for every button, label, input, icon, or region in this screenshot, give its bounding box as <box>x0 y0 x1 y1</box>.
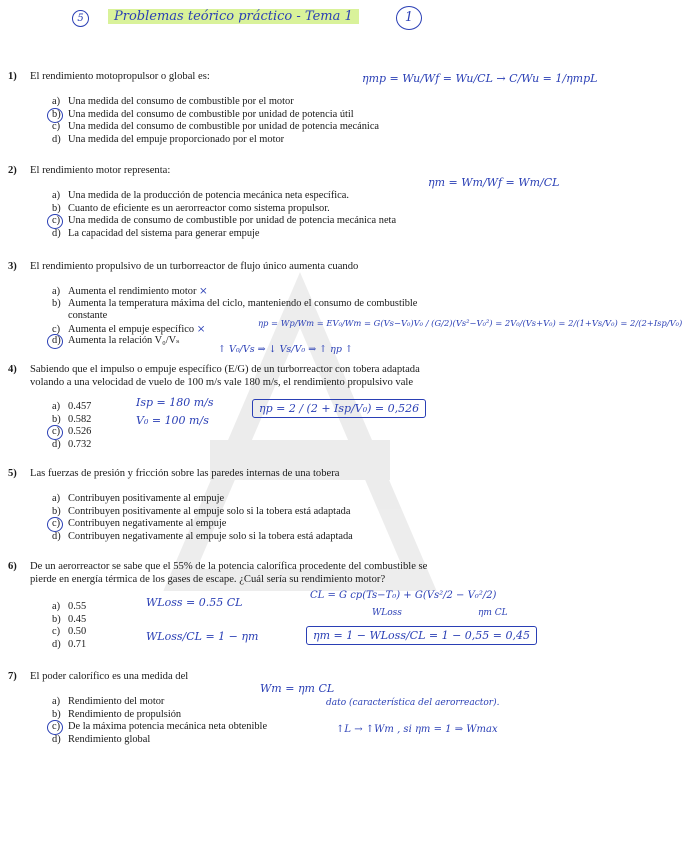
option-c[interactable]: c) 0.50 <box>52 626 87 638</box>
handwritten-note-q3: ηp = Wp/Wm = EV₀/Wm = G(Vs−V₀)V₀ / (G/2)(Vs²−V₀²) = 2V₀/(Vs+V₀) = 2/(1+Vs/V₀) = 2/(2+Isp/V₀) <box>258 318 682 328</box>
question-text: Sabiendo que el impulso o empuje específico (E/G) de un turborreactor con tobera adaptada <box>30 364 420 375</box>
option-b[interactable]: b) Rendimiento de propulsión <box>52 708 182 720</box>
option-a[interactable]: a) 0.55 <box>52 601 87 612</box>
option-d[interactable]: d) Una medida del empuje proporcionado por el motor <box>52 133 285 145</box>
question-text: Las fuerzas de presión y fricción sobre las paredes internas de una tobera <box>30 468 340 479</box>
page-header <box>0 0 600 38</box>
handwritten-note-q6-result: ηm = 1 − WLoss/CL = 1 − 0,55 = 0,45 <box>306 626 537 645</box>
option-a[interactable]: a) Una medida de la producción de potencia mecánica neta específica. <box>52 190 349 201</box>
handwritten-note-q4-result: ηp = 2 / (2 + Isp/V₀) = 0,526 <box>252 399 426 418</box>
handwritten-note-q6-wloss: WLoss = 0.55 CL <box>146 596 243 609</box>
handwritten-note-q4-v0: V₀ = 100 m/s <box>136 414 209 427</box>
question-4: 4) Sabiendo que el impulso o empuje específico (E/G) de un turborreactor con tobera adaptada volando a una velocidad de vuelo de 100 m/s vale 180 m/s, el rendimiento propulsivo vale a) 0.457 b) 0.582 c) 0.526 d) 0.732 <box>8 363 548 451</box>
question-6: 6) De un aerorreactor se sabe que el 55% de la potencia calorífica procedente del combustible se pierde en energía térmica de los gases de escape. ¿Cuál sería su rendimiento motor? a) 0.55 b) 0.45 c) 0.50 d) 0.71 <box>8 560 548 651</box>
option-b[interactable]: b) 0.45 <box>52 613 87 625</box>
question-text: El rendimiento propulsivo de un turborreactor de flujo único aumenta cuando <box>30 261 359 272</box>
question-text-line2: pierde en energía térmica de los gases de escape. ¿Cuál sería su rendimiento motor? <box>30 574 386 585</box>
page-number-left: 5 <box>72 10 89 27</box>
question-number: 1) <box>8 71 17 82</box>
handwritten-note-q7-wm: Wm = ηm CL <box>260 682 335 695</box>
question-7: 7) El poder calorífico es una medida del a) Rendimiento del motor b) Rendimiento de propulsión c) De la máxima potencia mecánica neta obtenible d) Rendimiento global <box>8 670 478 746</box>
option-a[interactable]: a) Rendimiento del motor <box>52 696 165 707</box>
handwritten-note-q3-arrow: ↑ V₀/Vs ⇒ ↓ Vs/V₀ ⇒ ↑ ηp ↑ <box>218 344 353 355</box>
handwritten-note-q6-cl: CL = G cp(Ts−T₀) + G(Vs²/2 − V₀²/2) <box>310 590 497 601</box>
option-a[interactable]: a) Aumenta el rendimiento motor × <box>52 285 208 297</box>
option-b[interactable]: b) Cuanto de eficiente es un aerorreactor como sistema propulsor. <box>52 202 330 214</box>
handwritten-note-q1: ηmp = Wu/Wf = Wu/CL → C/Wu = 1/ηmpL <box>362 72 598 85</box>
option-d[interactable]: d) La capacidad del sistema para generar empuje <box>52 227 260 239</box>
option-d[interactable]: d) Aumenta la relación V₀/Vₛ <box>52 335 548 348</box>
question-5: 5) Las fuerzas de presión y fricción sobre las paredes internas de una tobera a) Contribuyen positivamente al empuje b) Contribuyen positivamente al empuje solo si la tobera está adaptada c) Contribuyen negativamente al empuje d) Contribuyen negativamente al empuje solo si la tobera está adaptada <box>8 467 548 543</box>
option-d[interactable]: d) Rendimiento global <box>52 733 151 745</box>
question-text-line2: volando a una velocidad de vuelo de 100 m/s vale 180 m/s, el rendimiento propulsivo vale <box>30 377 414 388</box>
option-b[interactable]: b) Una medida del consumo de combustible por unidad de potencia útil <box>52 109 478 122</box>
option-d[interactable]: d) 0.71 <box>52 638 87 650</box>
handwritten-note-q7-arrow: ↑L → ↑Wm , si ηm = 1 ⇒ Wmax <box>336 724 498 735</box>
option-c[interactable]: c) De la máxima potencia mecánica neta obtenible <box>52 721 478 734</box>
page-title: Problemas teórico práctico - Tema 1 <box>108 9 359 24</box>
handwritten-note-q6-ratio: WLoss/CL = 1 − ηm <box>146 630 259 643</box>
handwritten-note-q6-under2: ηm CL <box>478 608 508 618</box>
option-b[interactable]: b) Aumenta la temperatura máxima del ciclo, manteniendo el consumo de combustible <box>52 297 418 309</box>
option-c[interactable]: c) Aumenta el empuje específico × <box>52 322 206 335</box>
handwritten-note-q6-under1: WLoss <box>372 608 402 618</box>
question-text: El rendimiento motopropulsor o global es: <box>30 71 210 82</box>
question-2: 2) El rendimiento motor representa: a) Una medida de la producción de potencia mecánica neta específica. b) Cuanto de eficiente es un aerorreactor como sistema propulsor. c) Una medida de consumo de combustible por unidad de potencia mecánica neta d) La capacidad del sistema para generar empuje <box>8 164 478 240</box>
option-b[interactable]: b) Contribuyen positivamente al empuje solo si la tobera está adaptada <box>52 505 351 517</box>
handwritten-note-q4-isp: Isp = 180 m/s <box>136 396 214 409</box>
option-c[interactable]: c) Contribuyen negativamente al empuje <box>52 518 548 531</box>
option-a[interactable]: a) Contribuyen positivamente al empuje <box>52 493 225 504</box>
option-a[interactable]: a) Una medida del consumo de combustible por el motor <box>52 96 294 107</box>
option-c[interactable]: c) Una medida de consumo de combustible por unidad de potencia mecánica neta <box>52 215 478 228</box>
option-a[interactable]: a) 0.457 <box>52 401 92 412</box>
option-d[interactable]: d) 0.732 <box>52 438 92 450</box>
page-number-right: 1 <box>396 6 422 30</box>
option-b[interactable]: b) 0.582 <box>52 413 92 425</box>
question-text: De un aerorreactor se sabe que el 55% de la potencia calorífica procedente del combustible se <box>30 561 428 572</box>
question-text: El poder calorífico es una medida del <box>30 671 189 682</box>
handwritten-note-q7-dato: dato (característica del aerorreactor). <box>326 698 500 708</box>
option-c[interactable]: c) 0.526 <box>52 426 548 439</box>
option-d[interactable]: d) Contribuyen negativamente al empuje solo si la tobera está adaptada <box>52 530 353 542</box>
option-c[interactable]: c) Una medida del consumo de combustible por unidad de potencia mecánica <box>52 121 380 133</box>
handwritten-note-q2: ηm = Wm/Wf = Wm/CL <box>428 176 560 189</box>
question-text: El rendimiento motor representa: <box>30 165 171 176</box>
question-3: 3) El rendimiento propulsivo de un turborreactor de flujo único aumenta cuando a) Aumenta el rendimiento motor × b) Aumenta la temperatura máxima del ciclo, manteniendo el consumo de combustible constante c) Aumenta el empuje específico × d) Aumenta la relación V₀/Vₛ <box>8 260 548 348</box>
option-b-continued: constante <box>68 310 108 322</box>
